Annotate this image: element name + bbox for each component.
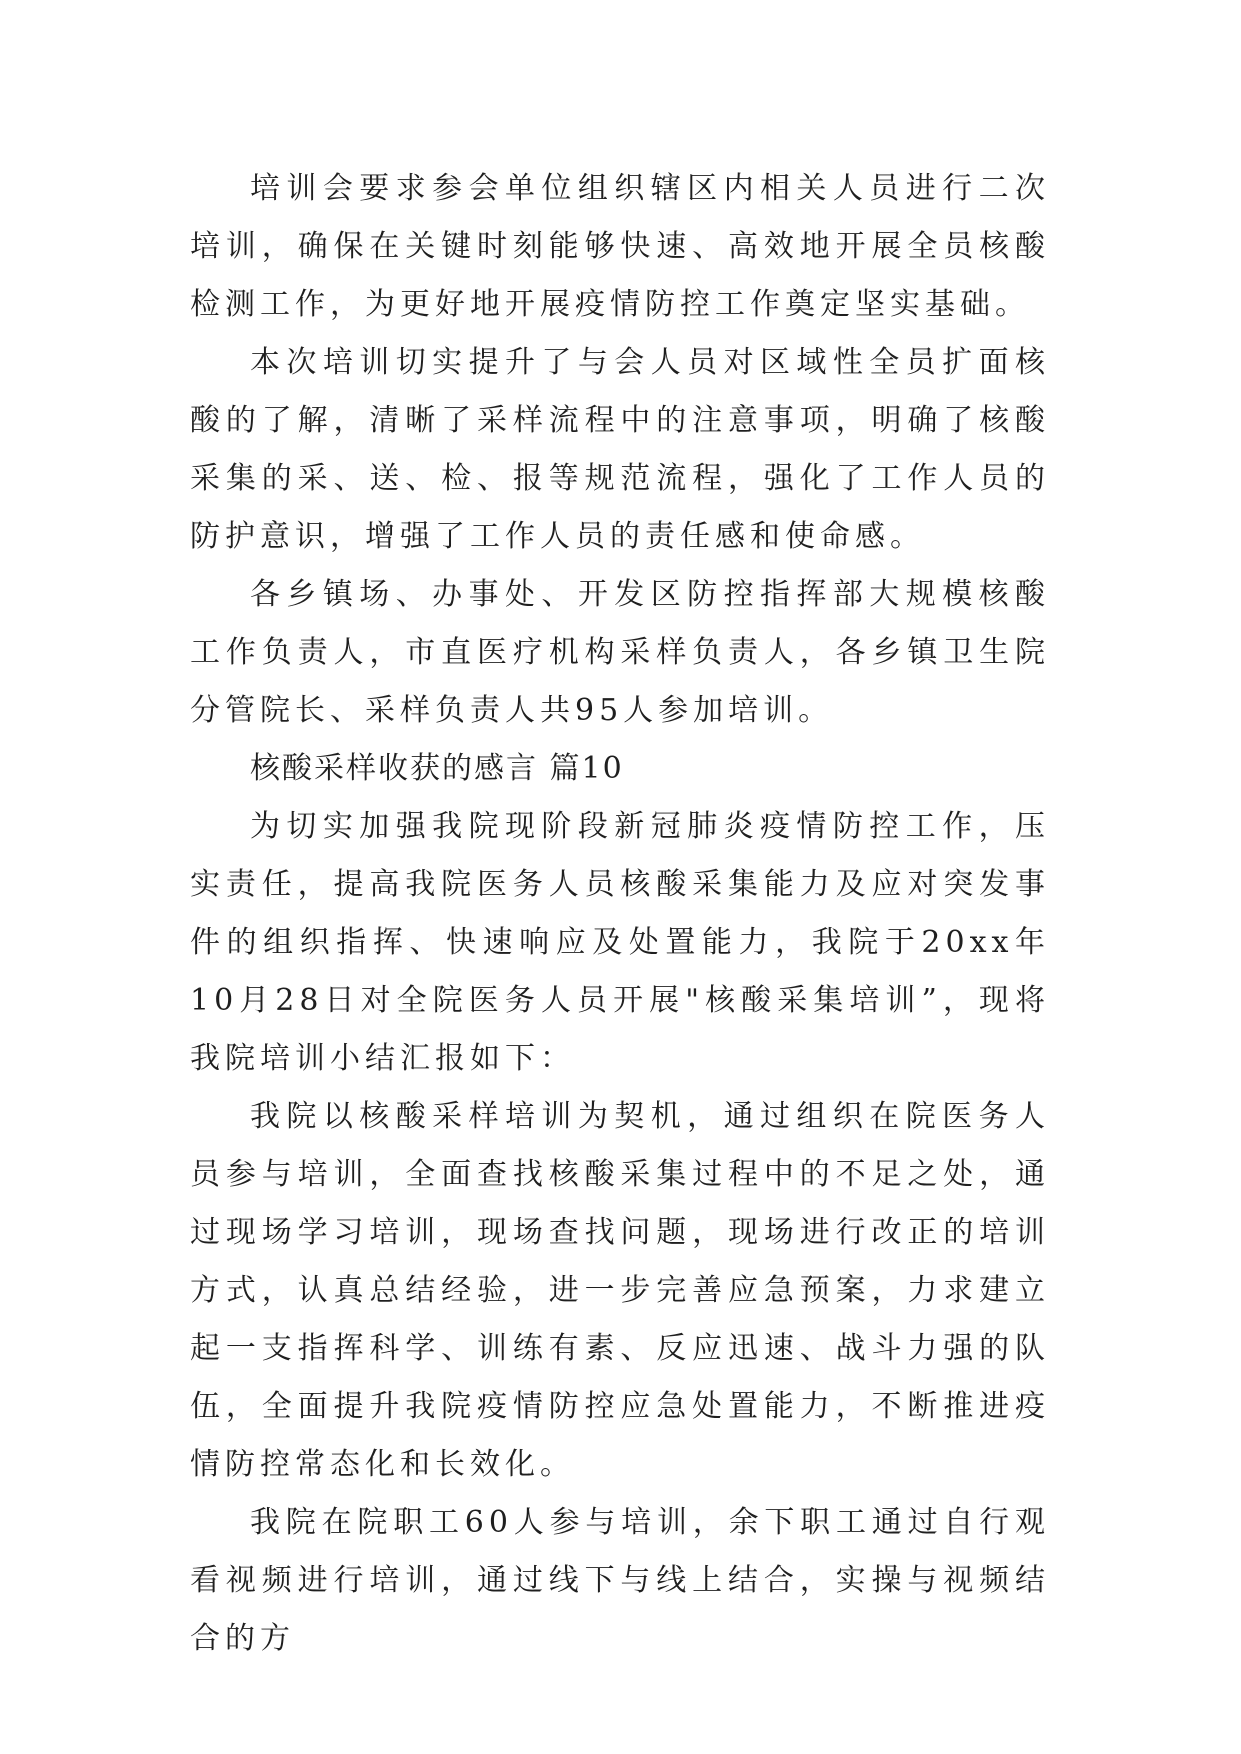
paragraph: 各乡镇场、办事处、开发区防控指挥部大规模核酸工作负责人，市直医疗机构采样负责人，各乡镇卫生院分管院长、采样负责人共95人参加培训。: [190, 577, 1050, 728]
paragraph: 为切实加强我院现阶段新冠肺炎疫情防控工作，压实责任，提高我院医务人员核酸采集能力及应对突发事件的组织指挥、快速响应及处置能力，我院于20xx年10月28日对全院医务人员开展"核酸采集培训”，现将我院培训小结汇报如下：: [190, 809, 1050, 1076]
paragraph: 本次培训切实提升了与会人员对区域性全员扩面核酸的了解，清晰了采样流程中的注意事项，明确了核酸采集的采、送、检、报等规范流程，强化了工作人员的防护意识，增强了工作人员的责任感和使命感。: [190, 345, 1050, 554]
document-body: [190, 160, 1050, 1668]
paragraph: 我院在院职工60人参与培训，余下职工通过自行观看视频进行培训，通过线下与线上结合，实操与视频结合的方: [190, 1505, 1050, 1656]
paragraph: 培训会要求参会单位组织辖区内相关人员进行二次培训，确保在关键时刻能够快速、高效地开展全员核酸检测工作，为更好地开展疫情防控工作奠定坚实基础。: [190, 171, 1050, 322]
section-heading: 核酸采样收获的感言 篇10: [250, 751, 624, 786]
paragraph: 我院以核酸采样培训为契机，通过组织在院医务人员参与培训，全面查找核酸采集过程中的不足之处，通过现场学习培训，现场查找问题，现场进行改正的培训方式，认真总结经验，进一步完善应急预案，力求建立起一支指挥科学、训练有素、反应迅速、战斗力强的队伍，全面提升我院疫情防控应急处置能力，不断推进疫情防控常态化和长效化。: [190, 1099, 1050, 1482]
